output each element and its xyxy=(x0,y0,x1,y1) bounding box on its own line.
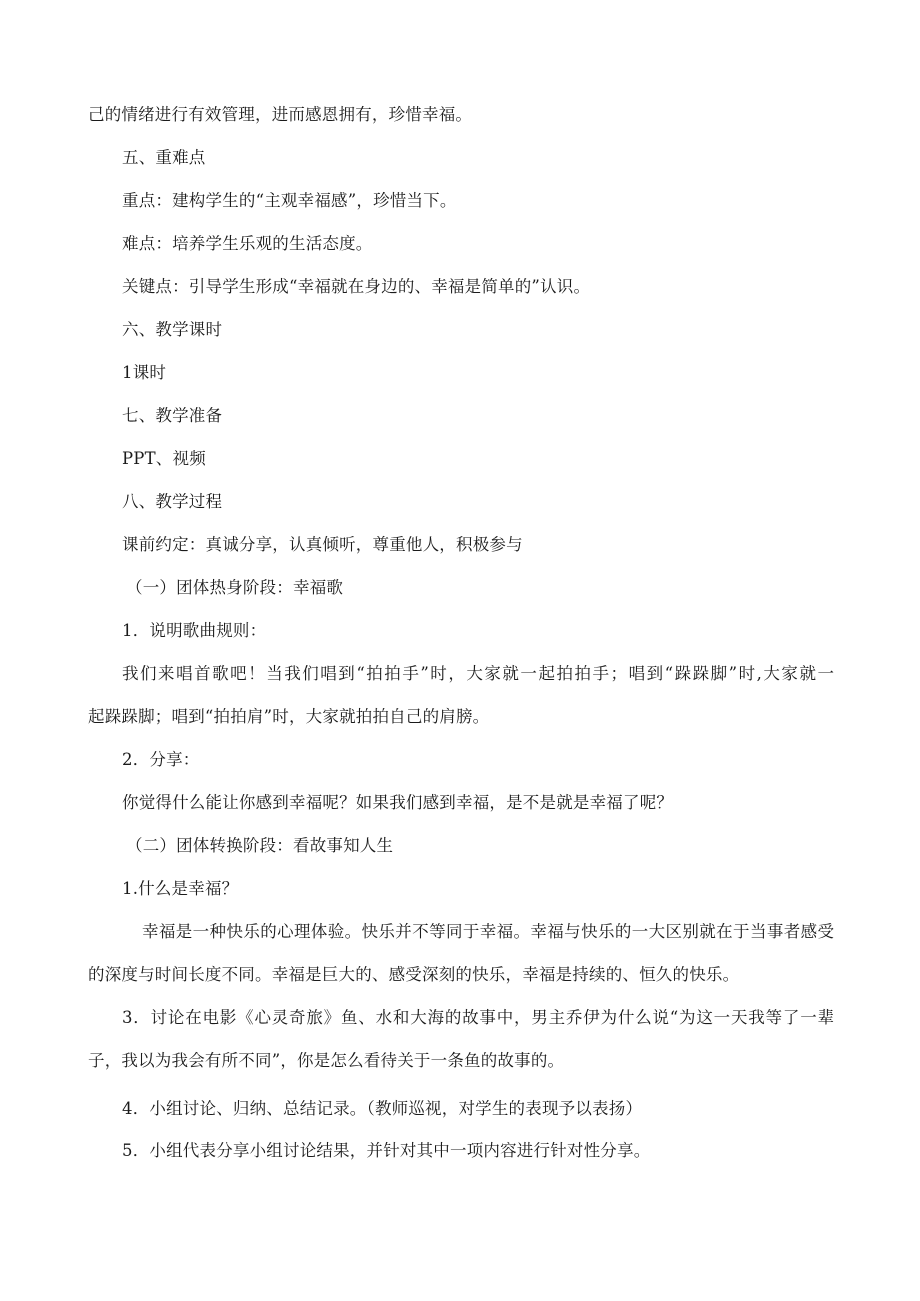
item-5-line: 5．小组代表分享小组讨论结果，并针对其中一项内容进行针对性分享。 xyxy=(122,1141,651,1160)
section-heading-6: 六、教学课时 xyxy=(122,320,223,339)
stage-heading-2: （二）团体转换阶段：看故事知人生 xyxy=(126,836,394,855)
happiness-definition-line-1: 幸福是一种快乐的心理体验。快乐并不等同于幸福。幸福与快乐的一大区别就在于当事者感受 xyxy=(142,922,834,941)
section-heading-5: 五、重难点 xyxy=(122,148,206,167)
item-4-line: 4．小组讨论、归纳、总结记录。（教师巡视，对学生的表现予以表扬） xyxy=(122,1099,643,1118)
section-heading-8: 八、教学过程 xyxy=(122,492,223,511)
discussion-line-1: 3．讨论在电影《心灵奇旅》鱼、水和大海的故事中，男主乔伊为什么说“为这一天我等了一辈 xyxy=(122,1008,834,1027)
difficulty-line: 难点：培养学生乐观的生活态度。 xyxy=(122,234,373,253)
song-rules-line-2: 起跺跺脚；唱到“拍拍肩”时，大家就拍拍自己的肩膀。 xyxy=(88,707,490,726)
discussion-line-2: 子，我以为我会有所不同”，你是怎么看待关于一条鱼的故事的。 xyxy=(88,1051,565,1070)
share-question-line: 你觉得什么能让你感到幸福呢？如果我们感到幸福，是不是就是幸福了呢？ xyxy=(122,793,674,812)
class-agreement-line: 课前约定：真诚分享，认真倾听，尊重他人，积极参与 xyxy=(122,535,523,554)
item-1-heading: 1．说明歌曲规则： xyxy=(122,621,267,640)
paragraph-line-1: 己的情绪进行有效管理，进而感恩拥有，珍惜幸福。 xyxy=(88,105,473,124)
critical-point-line: 关键点：引导学生形成“幸福就在身边的、幸福是简单的”认识。 xyxy=(122,277,591,296)
stage-heading-1: （一）团体热身阶段：幸福歌 xyxy=(126,578,344,597)
song-rules-line-1: 我们来唱首歌吧！当我们唱到“拍拍手”时，大家就一起拍拍手；唱到“跺跺脚”时,大家就一 xyxy=(122,664,834,683)
section-heading-7: 七、教学准备 xyxy=(122,406,223,425)
lesson-hours-line: 1课时 xyxy=(122,363,167,382)
item-2-heading: 2．分享： xyxy=(122,750,200,769)
materials-line: PPT、视频 xyxy=(122,449,206,468)
key-point-line: 重点：建构学生的“主观幸福感”，珍惜当下。 xyxy=(122,191,457,210)
what-is-happiness-heading: 1.什么是幸福？ xyxy=(122,879,239,898)
happiness-definition-line-2: 的深度与时间长度不同。幸福是巨大的、感受深刻的快乐，幸福是持续的、恒久的快乐。 xyxy=(88,965,740,984)
